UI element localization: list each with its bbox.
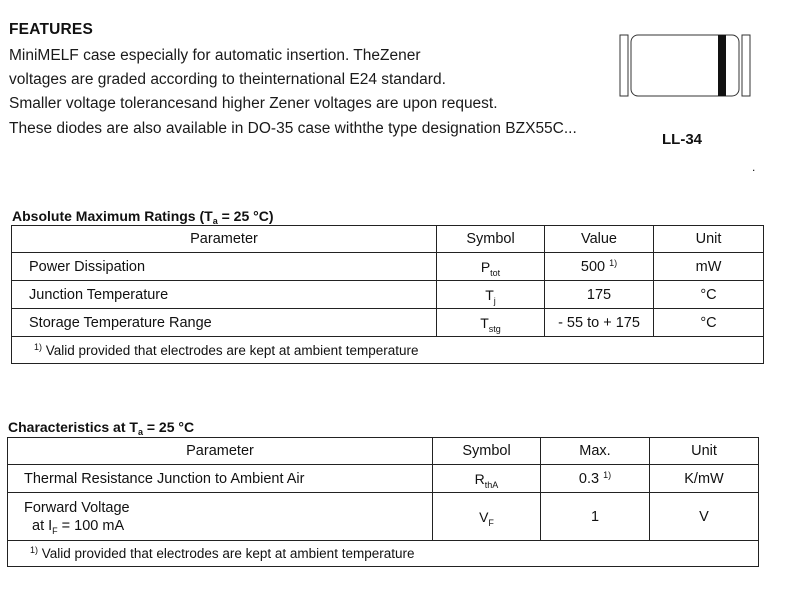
table-row bbox=[12, 281, 764, 309]
row-value: - 55 to + 175 bbox=[545, 309, 654, 337]
footnote: $^{1)}$ Valid provided that electrodes are kept at ambient temperature bbox=[12, 337, 764, 364]
header-unit: Unit bbox=[654, 226, 764, 253]
package-label: LL-34 bbox=[662, 131, 703, 148]
characteristics-table bbox=[7, 437, 759, 567]
row-value: 175 bbox=[545, 281, 654, 309]
header-max: Max. bbox=[541, 438, 650, 465]
row-parameter: Storage Temperature Range bbox=[12, 309, 437, 337]
abs-max-title: Absolute Maximum Ratings ($T_a = 25$ °C) bbox=[12, 208, 274, 226]
table-row bbox=[12, 253, 764, 281]
abs-max-table bbox=[11, 225, 764, 364]
row-parameter-line1: Forward Voltage bbox=[24, 499, 130, 516]
row-value: 1 bbox=[541, 493, 650, 541]
row-unit: °C bbox=[654, 309, 764, 337]
header-unit: Unit bbox=[650, 438, 759, 465]
row-unit: mW bbox=[654, 253, 764, 281]
row-parameter-line2: at $I_F = 100$ mA bbox=[32, 517, 125, 536]
row-parameter bbox=[8, 493, 433, 541]
features-line-4: These diodes are also available in DO-35 case withthe type designation BZX55C... bbox=[9, 120, 577, 137]
table-footnote-row bbox=[12, 337, 764, 364]
row-unit: V bbox=[650, 493, 759, 541]
table-footnote-row bbox=[8, 541, 759, 567]
features-line-1: MiniMELF case especially for automatic insertion. TheZener bbox=[9, 47, 421, 64]
row-value: 0.3 $^{1)}$ bbox=[541, 465, 650, 493]
cathode-band bbox=[718, 35, 726, 96]
header-parameter: Parameter bbox=[8, 438, 433, 465]
header-value: Value bbox=[545, 226, 654, 253]
stray-dot: . bbox=[752, 160, 756, 174]
table-header-row bbox=[12, 226, 764, 253]
header-parameter: Parameter bbox=[12, 226, 437, 253]
row-parameter: Thermal Resistance Junction to Ambient Air bbox=[8, 465, 433, 493]
characteristics-title: Characteristics at $T_a = 25$ °C bbox=[8, 419, 195, 437]
row-symbol: $T_j$ bbox=[437, 281, 545, 309]
row-symbol: $R_{thA}$ bbox=[433, 465, 541, 493]
features-line-2: voltages are graded according to theinternational E24 standard. bbox=[9, 71, 446, 88]
row-unit: K/mW bbox=[650, 465, 759, 493]
row-value: 500 $^{1)}$ bbox=[545, 253, 654, 281]
table-row bbox=[12, 309, 764, 337]
row-parameter: Power Dissipation bbox=[12, 253, 437, 281]
features-line-3: Smaller voltage tolerancesand higher Zener voltages are upon request. bbox=[9, 95, 498, 112]
row-symbol: $T_{stg}$ bbox=[437, 309, 545, 337]
minimelf-package-drawing bbox=[619, 34, 755, 98]
features-title: FEATURES bbox=[9, 21, 93, 38]
footnote: $^{1)}$ Valid provided that electrodes are kept at ambient temperature bbox=[8, 541, 759, 567]
table-row bbox=[8, 493, 759, 541]
header-symbol: Symbol bbox=[433, 438, 541, 465]
table-header-row bbox=[8, 438, 759, 465]
row-unit: °C bbox=[654, 281, 764, 309]
row-symbol: $P_{tot}$ bbox=[437, 253, 545, 281]
row-parameter: Junction Temperature bbox=[12, 281, 437, 309]
table-row bbox=[8, 465, 759, 493]
row-symbol: $V_F$ bbox=[433, 493, 541, 541]
header-symbol: Symbol bbox=[437, 226, 545, 253]
